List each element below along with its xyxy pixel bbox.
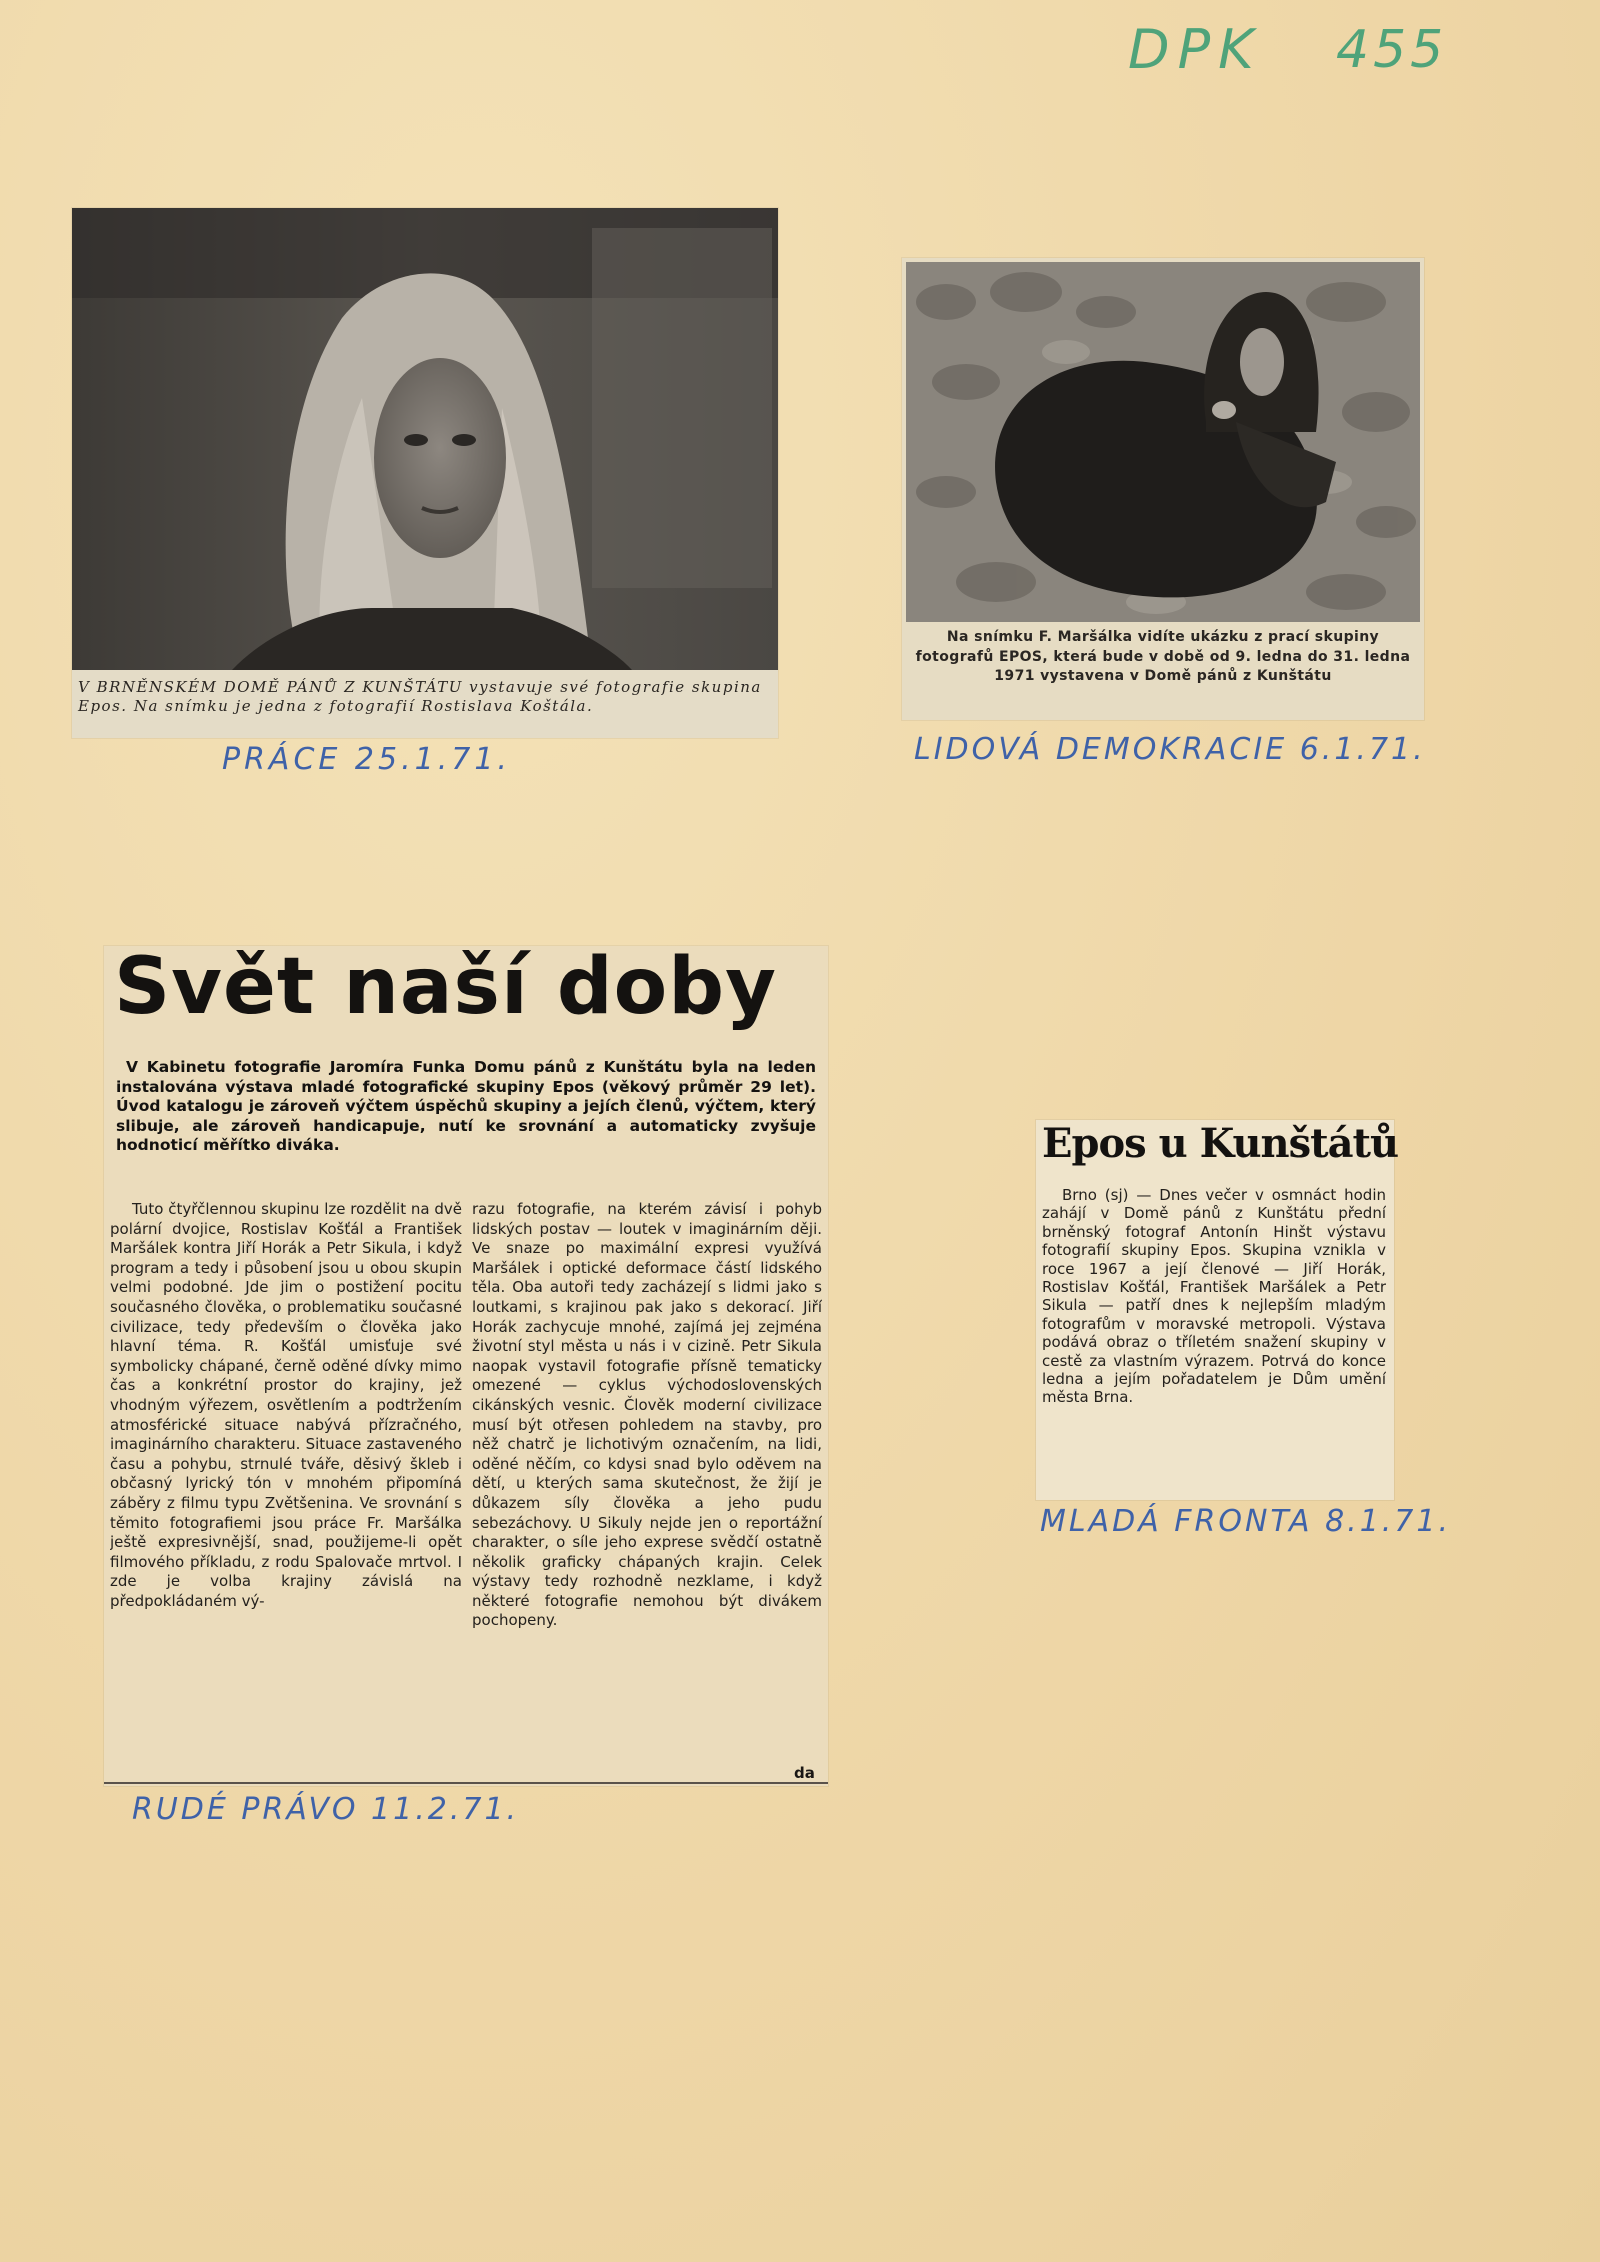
portrait-image [72, 208, 778, 670]
rude-lead: V Kabinetu fotografie Jaromíra Funka Domu pánů z Kunštátu byla na leden instalována výstava mladé fotografické skupiny Epos (věkový průměr 29 let). Úvod katalogu je zároveň výčtem úspěchů skupiny a jejích členů, výčtem, který slibuje, ale zároveň handicapuje, nutí ke srovnání a automaticky zvyšuje hodnoticí měřítko diváka. [116, 1058, 816, 1154]
archive-code: DPK [1128, 18, 1262, 81]
wall-image [906, 262, 1420, 622]
portrait-photo [72, 208, 778, 670]
rude-column-2: razu fotografie, na kterém závisí i pohyb lidských postav — loutek v imaginárním ději. Ve snaze po maximální expresi využívá Maršálek i optické deformace částí lidského těla. Oba autoři tedy zacházejí s lidmi jako s loutkami, s krajinou pak jako s dekorací. Jiří Horák zachycuje mnohé, zajímá jej zejména životní styl města u nás i v cizině. Petr Sikula naopak vystavil fotografie přísně tematicky omezené — cyklus východoslovenských cikánských vesnic. Člověk moderní civilizace musí být otřesen pohledem na stavby, pro něž chatrč je lichotivým označením, na lidi, oděné něčím, co kdysi snad bylo oděvem na dětí, u kterých sama skutečnost, že žijí je důkazem síly člověka a jeho pudu sebezáchovy. U Sikuly nejde jen o reportážní charakter, o síle jeho exprese svědčí ostatně několik graficky chápaných krajin. Celek výstavy tedy rozhodně nezklame, i když některé fotografie nemohou být divákem pochopeny. [472, 1200, 822, 1630]
mlada-body: Brno (sj) — Dnes večer v osmnáct hodin zahájí v Domě pánů z Kunštátu přední brněnský fotograf Antonín Hinšt výstavu fotografií skupiny Epos. Skupina vznikla v roce 1967 a její členové — Jiří Horák, Rostislav Košťál, František Maršálek a Petr Sikula — patří dnes k nejlepším mladým fotografům v moravské metropoli. Výstava podává obraz o tříletém snažení skupiny v cestě za vlastním výrazem. Potrvá do konce ledna a jejím pořadatelem je Dům umění města Brna. [1042, 1186, 1386, 1407]
mlada-headline: Epos u Kunštátů [1042, 1120, 1399, 1167]
lidova-caption: Na snímku F. Maršálka vidíte ukázku z prací skupiny fotografů EPOS, která bude v době od 9. ledna do 31. ledna 1971 vystavena v Domě pánů z Kunštátu [915, 629, 1411, 684]
wall-photo [906, 262, 1420, 622]
rude-column-1: Tuto čtyřčlennou skupinu lze rozdělit na dvě polární dvojice, Rostislav Košťál a František Maršálek kontra Jiří Horák a Petr Sikula, i když program a tedy i působení jsou u obou skupin velmi podobné. Jde jim o postižení pocitu současného člověka, o problematiku současné civilizace, tedy především o člověka jako hlavní téma. R. Košťál umisťuje své symbolicky chápané, černě oděné dívky mimo čas a konkrétní prostor do krajiny, jež vhodným výřezem, osvětlením a podtržením atmosférické situace nabývá přízračného, imaginárního charakteru. Situace zastaveného času a pohybu, strnulé tváře, děsivý škleb i občasný lyrický tón v mnohém připomíná záběry z filmu typu Zvětšenina. Ve srovnání s těmito fotografiemi jsou práce Fr. Maršálka ještě expresivnější, snad, použijeme-li opět filmového příkladu, z rodu Spalovače mrtvol. I zde je volba krajiny závislá na předpokládaném vý- [110, 1200, 462, 1610]
prace-source-note: PRÁCE 25.1.71. [222, 742, 511, 777]
prace-caption: V BRNĚNSKÉM DOMĚ PÁNŮ Z KUNŠTÁTU vystavuje své fotografie skupina Epos. Na snímku je jedna z fotografií Rostislava Koštála. [78, 678, 762, 715]
rude-source-note: RUDÉ PRÁVO 11.2.71. [132, 1792, 520, 1827]
clipping-prace [72, 208, 778, 738]
lidova-source-note: LIDOVÁ DEMOKRACIE 6.1.71. [914, 732, 1426, 767]
rude-headline: Svět naší doby [114, 942, 777, 1032]
clipping-rude [104, 942, 828, 1786]
rude-signature: da [794, 1764, 815, 1782]
clipping-lidova [902, 258, 1424, 720]
rude-bottom-rule [104, 1782, 828, 1784]
mlada-source-note: MLADÁ FRONTA 8.1.71. [1040, 1504, 1452, 1539]
archive-number: 455 [1336, 20, 1448, 80]
clipping-mlada [1036, 1120, 1399, 1500]
